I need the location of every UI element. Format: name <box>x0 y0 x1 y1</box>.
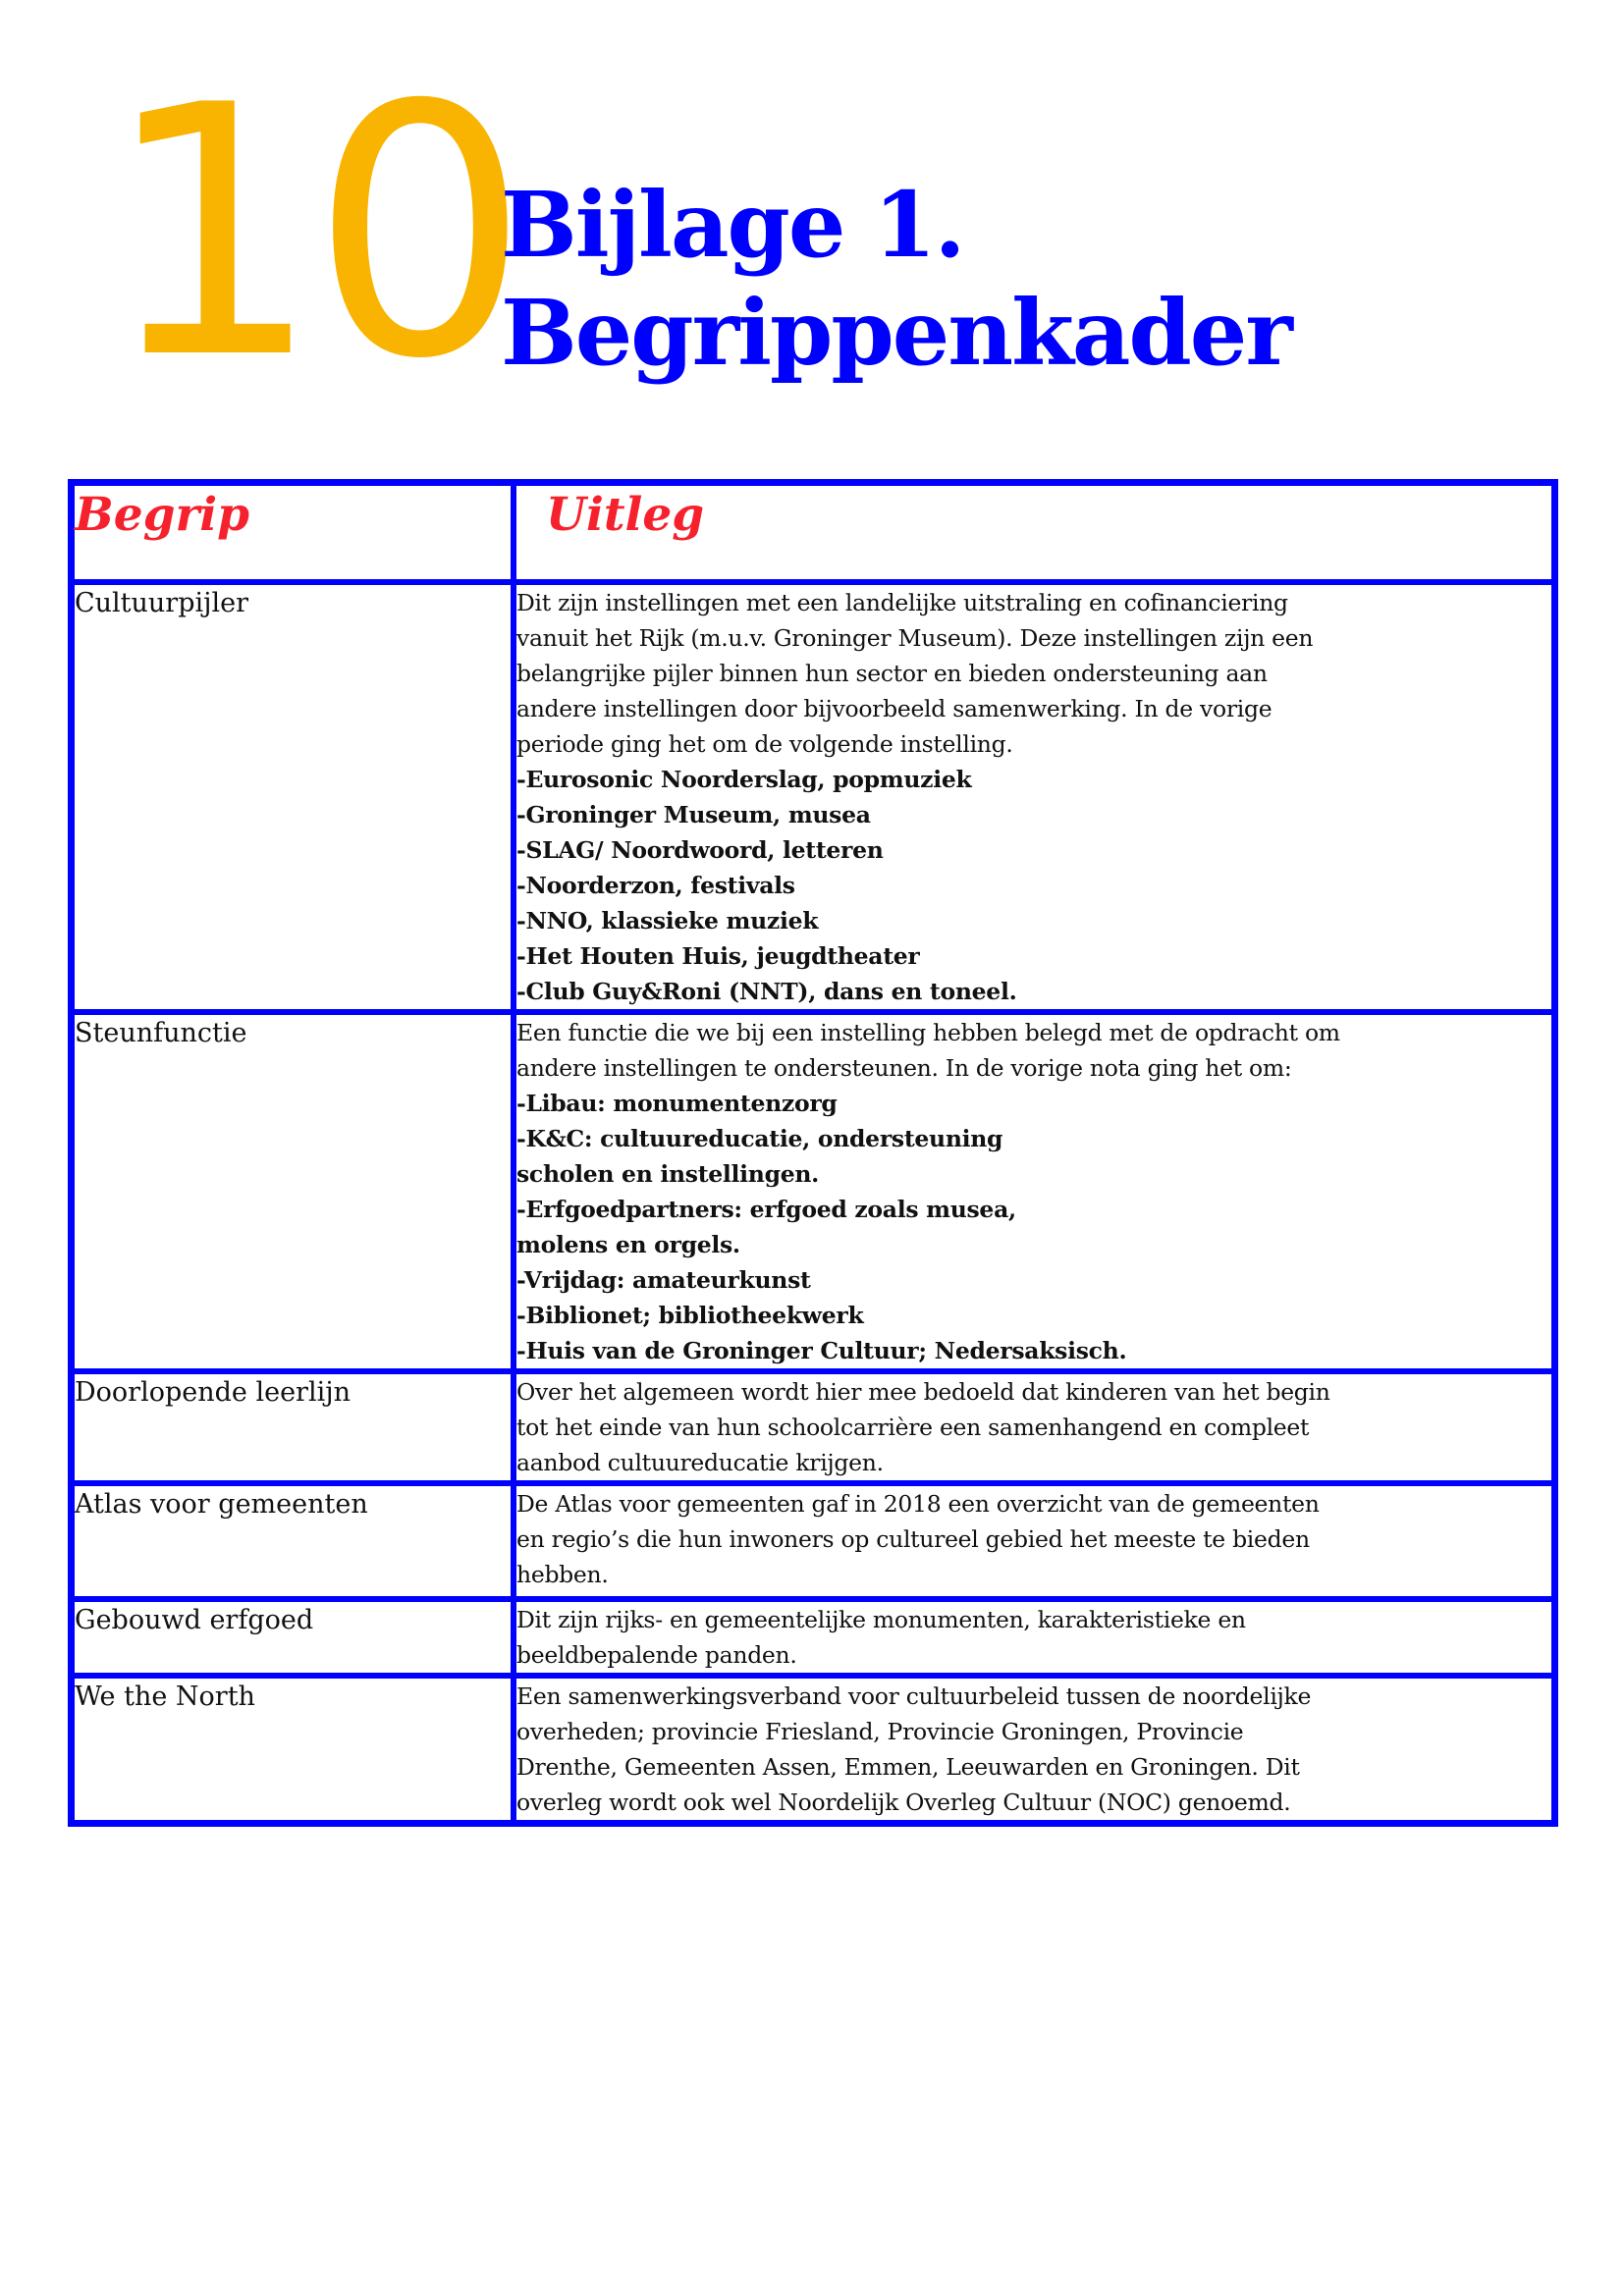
explanation-cell <box>514 1676 1555 1824</box>
definitions-table <box>68 479 1558 1827</box>
explanation-line: Een functie die we bij een instelling hebben belegd met de opdracht om <box>516 1019 1340 1046</box>
explanation-line: vanuit het Rijk (m.u.v. Groninger Museum). Deze instellingen zijn een <box>516 624 1314 652</box>
explanation-line: overheden; provincie Friesland, Provincie Groningen, Provincie <box>516 1718 1244 1745</box>
explanation-list-item: -Eurosonic Noorderslag, popmuziek <box>516 766 972 793</box>
term-cell: Steunfunctie <box>72 1012 514 1371</box>
explanation-line: overleg wordt ook wel Noordelijk Overleg Cultuur (NOC) genoemd. <box>516 1789 1291 1816</box>
explanation-line: Dit zijn instellingen met een landelijke uitstraling en cofinanciering <box>516 589 1288 616</box>
table-header-row <box>72 483 1555 583</box>
explanation-line: Over het algemeen wordt hier mee bedoeld dat kinderen van het begin <box>516 1378 1330 1406</box>
explanation-line: Een samenwerkingsverband voor cultuurbeleid tussen de noordelijke <box>516 1682 1312 1710</box>
explanation-line: tot het einde van hun schoolcarrière een samenhangend en compleet <box>516 1414 1310 1441</box>
explanation-list-item: -K&C: cultuureducatie, ondersteuning <box>516 1125 1003 1152</box>
explanation-line: belangrijke pijler binnen hun sector en bieden ondersteuning aan <box>516 660 1268 687</box>
explanation-line: aanbod cultuureducatie krijgen. <box>516 1449 884 1476</box>
explanation-cell <box>514 582 1555 1012</box>
term-cell: Doorlopende leerlijn <box>72 1371 514 1483</box>
explanation-cell <box>514 1599 1555 1676</box>
column-header-begrip: Begrip <box>72 483 514 583</box>
table-row <box>72 1676 1555 1824</box>
explanation-list-item: -NNO, klassieke muziek <box>516 907 819 934</box>
table-row <box>72 1012 1555 1371</box>
explanation-line: Dit zijn rijks- en gemeentelijke monumenten, karakteristieke en <box>516 1606 1246 1633</box>
term-cell: Cultuurpijler <box>72 582 514 1012</box>
explanation-list-item: -Groninger Museum, musea <box>516 801 871 828</box>
chapter-number: 10 <box>102 32 518 435</box>
explanation-list-item: -Het Houten Huis, jeugdtheater <box>516 942 920 970</box>
table-row <box>72 1483 1555 1599</box>
explanation-cell <box>514 1012 1555 1371</box>
column-header-uitleg: Uitleg <box>514 483 1555 583</box>
explanation-line: en regio’s die hun inwoners op cultureel gebied het meeste te bieden <box>516 1525 1310 1553</box>
table-row <box>72 1599 1555 1676</box>
explanation-line: beeldbepalende panden. <box>516 1641 797 1669</box>
explanation-line: hebben. <box>516 1561 609 1588</box>
term-cell: Atlas voor gemeenten <box>72 1483 514 1599</box>
explanation-cell <box>514 1483 1555 1599</box>
explanation-list-item: -SLAG/ Noordwoord, letteren <box>516 836 884 864</box>
term-cell: Gebouwd erfgoed <box>72 1599 514 1676</box>
explanation-line: periode ging het om de volgende instelling. <box>516 730 1013 758</box>
page-title <box>501 171 1291 387</box>
explanation-list-item: -Erfgoedpartners: erfgoed zoals musea, <box>516 1196 1016 1223</box>
page-title-line-2: Begrippenkader <box>501 280 1291 386</box>
explanation-list-item: -Biblionet; bibliotheekwerk <box>516 1302 864 1329</box>
explanation-line: andere instellingen te ondersteunen. In de vorige nota ging het om: <box>516 1054 1292 1082</box>
explanation-list-item: -Club Guy&Roni (NNT), dans en toneel. <box>516 978 1017 1005</box>
page-title-line-1: Bijlage 1. <box>501 172 964 278</box>
explanation-list-item: molens en orgels. <box>516 1231 740 1258</box>
table-row <box>72 1371 1555 1483</box>
explanation-list-item: scholen en instellingen. <box>516 1160 820 1188</box>
term-cell: We the North <box>72 1676 514 1824</box>
explanation-list-item: -Noorderzon, festivals <box>516 872 795 899</box>
explanation-line: andere instellingen door bijvoorbeeld samenwerking. In de vorige <box>516 695 1272 722</box>
explanation-list-item: -Huis van de Groninger Cultuur; Nedersaksisch. <box>516 1337 1127 1364</box>
table-row <box>72 582 1555 1012</box>
explanation-list-item: -Vrijdag: amateurkunst <box>516 1266 811 1294</box>
explanation-line: De Atlas voor gemeenten gaf in 2018 een overzicht van de gemeenten <box>516 1490 1320 1518</box>
explanation-line: Drenthe, Gemeenten Assen, Emmen, Leeuwarden en Groningen. Dit <box>516 1753 1300 1781</box>
explanation-list-item: -Libau: monumentenzorg <box>516 1090 838 1117</box>
explanation-cell <box>514 1371 1555 1483</box>
